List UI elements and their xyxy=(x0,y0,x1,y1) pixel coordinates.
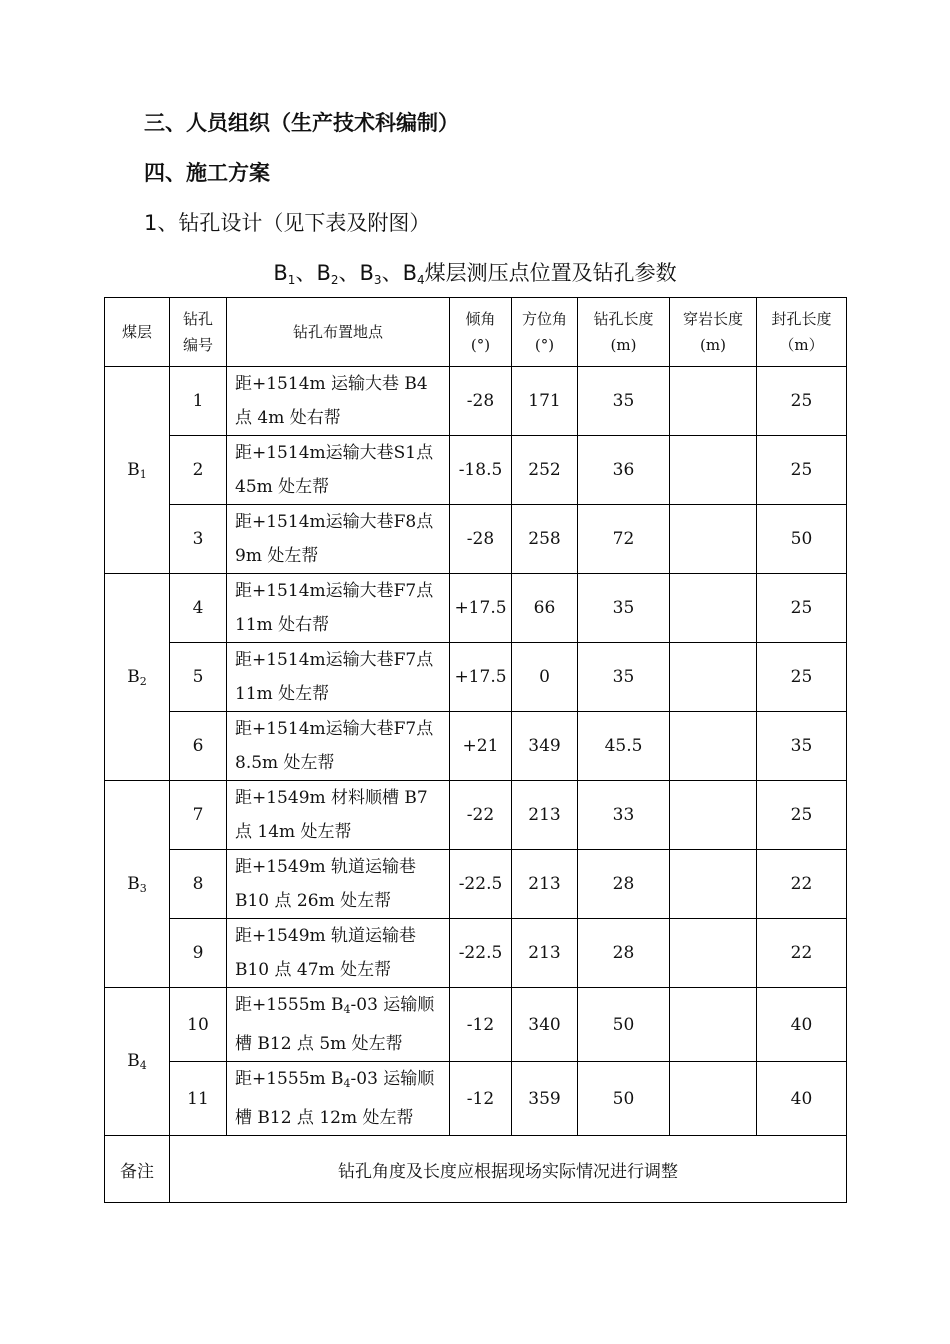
azimuth-cell: 340 xyxy=(512,988,578,1062)
location-cell: 距+1555m $B_4-03$ 运输顺 槽 B12 点 5m 处左帮 xyxy=(227,988,450,1062)
hole-no-cell: 11 xyxy=(170,1062,227,1136)
hole-no-cell: 7 xyxy=(170,781,227,850)
location-cell: 距+1514m 运输大巷 B4 点 4m 处右帮 xyxy=(227,367,450,436)
caption-sub: 2 xyxy=(330,273,339,287)
seal-length-cell: 50 xyxy=(757,505,847,574)
caption-seam: B xyxy=(316,261,331,285)
dip-cell: +17.5 xyxy=(450,574,512,643)
dip-cell: +21 xyxy=(450,712,512,781)
rock-length-cell xyxy=(670,1062,757,1136)
hole-length-cell: 35 xyxy=(578,574,670,643)
azimuth-cell: 0 xyxy=(512,643,578,712)
dip-cell: -28 xyxy=(450,505,512,574)
header-seal-length: 封孔长度 （m） xyxy=(757,298,847,367)
seam-cell: $B_4$ xyxy=(105,988,170,1136)
table-row xyxy=(105,1062,847,1136)
drill-parameters-table xyxy=(104,297,847,1203)
dip-cell: -22.5 xyxy=(450,919,512,988)
location-cell: 距+1549m 材料顺槽 B7 点 14m 处左帮 xyxy=(227,781,450,850)
location-cell: 距+1514m运输大巷F7点 8.5m 处左帮 xyxy=(227,712,450,781)
dip-cell: -28 xyxy=(450,367,512,436)
hole-length-cell: 35 xyxy=(578,643,670,712)
caption-sep: 、 xyxy=(338,261,360,285)
seal-length-cell: 35 xyxy=(757,712,847,781)
location-cell: 距+1549m 轨道运输巷 B10 点 47m 处左帮 xyxy=(227,919,450,988)
dip-cell: +17.5 xyxy=(450,643,512,712)
table-row xyxy=(105,850,847,919)
azimuth-cell: 213 xyxy=(512,781,578,850)
hole-no-cell: 8 xyxy=(170,850,227,919)
subheading-drill-design: 1、钻孔设计（见下表及附图） xyxy=(144,211,431,235)
caption-seam: B xyxy=(359,261,374,285)
seal-length-cell: 40 xyxy=(757,1062,847,1136)
section-heading-construction-plan: 四、施工方案 xyxy=(144,161,270,185)
hole-no-cell: 6 xyxy=(170,712,227,781)
azimuth-cell: 171 xyxy=(512,367,578,436)
rock-length-cell xyxy=(670,781,757,850)
hole-length-cell: 50 xyxy=(578,1062,670,1136)
hole-no-cell: 9 xyxy=(170,919,227,988)
azimuth-cell: 359 xyxy=(512,1062,578,1136)
seam-cell: $B_2$ xyxy=(105,574,170,781)
seal-length-cell: 25 xyxy=(757,367,847,436)
rock-length-cell xyxy=(670,574,757,643)
rock-length-cell xyxy=(670,643,757,712)
seal-length-cell: 40 xyxy=(757,988,847,1062)
hole-length-cell: 28 xyxy=(578,919,670,988)
rock-length-cell xyxy=(670,919,757,988)
table-row xyxy=(105,781,847,850)
table-row xyxy=(105,436,847,505)
table-row xyxy=(105,367,847,436)
seal-length-cell: 25 xyxy=(757,781,847,850)
caption-sub: 3 xyxy=(373,273,382,287)
seam-cell: $B_1$ xyxy=(105,367,170,574)
hole-length-cell: 36 xyxy=(578,436,670,505)
hole-no-cell: 3 xyxy=(170,505,227,574)
table-row xyxy=(105,643,847,712)
rock-length-cell xyxy=(670,436,757,505)
location-cell: 距+1514m运输大巷F7点 11m 处右帮 xyxy=(227,574,450,643)
caption-sep: 、 xyxy=(295,261,317,285)
note-row xyxy=(105,1136,847,1203)
table-row xyxy=(105,712,847,781)
hole-no-cell: 10 xyxy=(170,988,227,1062)
seam-cell: $B_3$ xyxy=(105,781,170,988)
caption-seam: B xyxy=(273,261,288,285)
note-label: 备注 xyxy=(105,1136,170,1203)
rock-length-cell xyxy=(670,505,757,574)
table-row xyxy=(105,574,847,643)
dip-cell: -22 xyxy=(450,781,512,850)
hole-length-cell: 50 xyxy=(578,988,670,1062)
azimuth-cell: 66 xyxy=(512,574,578,643)
azimuth-cell: 349 xyxy=(512,712,578,781)
header-dip: 倾角 (°) xyxy=(450,298,512,367)
hole-length-cell: 35 xyxy=(578,367,670,436)
hole-length-cell: 72 xyxy=(578,505,670,574)
location-cell: 距+1555m $B_4-03$ 运输顺 槽 B12 点 12m 处左帮 xyxy=(227,1062,450,1136)
azimuth-cell: 213 xyxy=(512,850,578,919)
header-hole-length: 钻孔长度 (m) xyxy=(578,298,670,367)
seal-length-cell: 25 xyxy=(757,643,847,712)
hole-length-cell: 33 xyxy=(578,781,670,850)
hole-length-cell: 45.5 xyxy=(578,712,670,781)
dip-cell: -18.5 xyxy=(450,436,512,505)
rock-length-cell xyxy=(670,988,757,1062)
location-cell: 距+1514m运输大巷F7点 11m 处左帮 xyxy=(227,643,450,712)
location-cell: 距+1549m 轨道运输巷 B10 点 26m 处左帮 xyxy=(227,850,450,919)
azimuth-cell: 258 xyxy=(512,505,578,574)
caption-seam: B xyxy=(402,261,417,285)
section-heading-personnel: 三、人员组织（生产技术科编制） xyxy=(144,111,459,135)
hole-no-cell: 5 xyxy=(170,643,227,712)
dip-cell: -12 xyxy=(450,1062,512,1136)
caption-suffix: 煤层测压点位置及钻孔参数 xyxy=(424,261,677,285)
caption-sub: 1 xyxy=(287,273,296,287)
table-header-row xyxy=(105,298,847,367)
table-row xyxy=(105,505,847,574)
header-azimuth: 方位角 (°) xyxy=(512,298,578,367)
azimuth-cell: 213 xyxy=(512,919,578,988)
table-row xyxy=(105,919,847,988)
note-text: 钻孔角度及长度应根据现场实际情况进行调整 xyxy=(170,1136,847,1203)
rock-length-cell xyxy=(670,712,757,781)
dip-cell: -12 xyxy=(450,988,512,1062)
dip-cell: -22.5 xyxy=(450,850,512,919)
table-caption xyxy=(0,257,950,287)
caption-sub: 4 xyxy=(416,273,425,287)
header-location: 钻孔布置地点 xyxy=(227,298,450,367)
seal-length-cell: 22 xyxy=(757,919,847,988)
rock-length-cell xyxy=(670,850,757,919)
rock-length-cell xyxy=(670,367,757,436)
hole-no-cell: 1 xyxy=(170,367,227,436)
table-row xyxy=(105,988,847,1062)
hole-no-cell: 4 xyxy=(170,574,227,643)
header-seam: 煤层 xyxy=(105,298,170,367)
location-cell: 距+1514m运输大巷F8点 9m 处左帮 xyxy=(227,505,450,574)
hole-length-cell: 28 xyxy=(578,850,670,919)
seal-length-cell: 22 xyxy=(757,850,847,919)
seal-length-cell: 25 xyxy=(757,574,847,643)
header-rock-length: 穿岩长度 (m) xyxy=(670,298,757,367)
header-hole-no: 钻孔 编号 xyxy=(170,298,227,367)
hole-no-cell: 2 xyxy=(170,436,227,505)
seal-length-cell: 25 xyxy=(757,436,847,505)
location-cell: 距+1514m运输大巷S1点 45m 处左帮 xyxy=(227,436,450,505)
azimuth-cell: 252 xyxy=(512,436,578,505)
caption-sep: 、 xyxy=(381,261,403,285)
